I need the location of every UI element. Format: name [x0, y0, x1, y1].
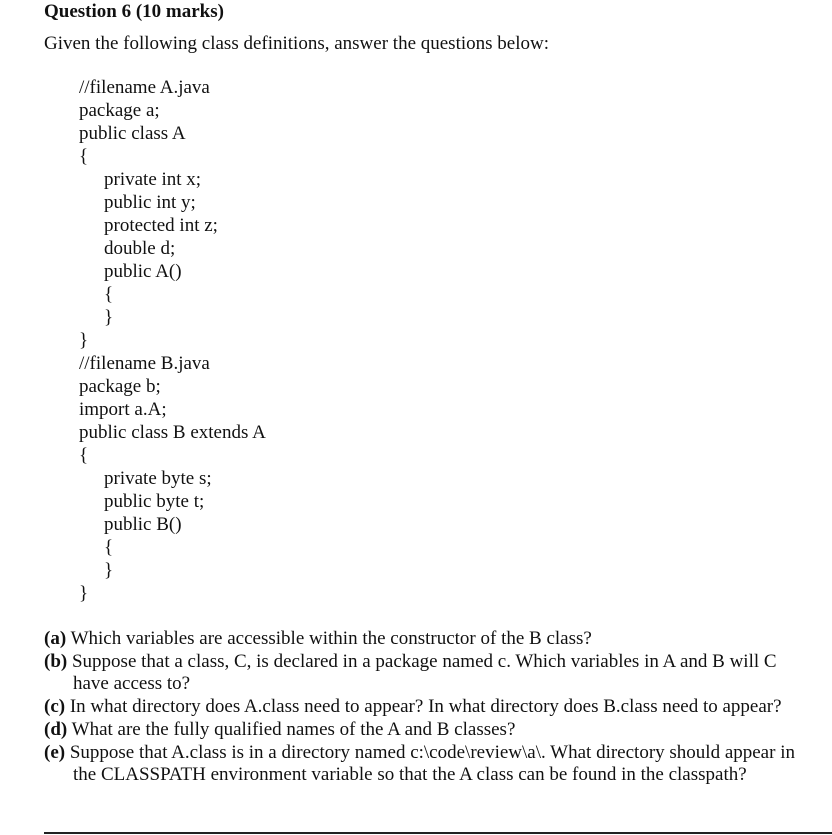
- question-text: Suppose that a class, C, is declared in a package named c. Which variables in A and B will C have access to?: [71, 651, 777, 694]
- question-label: (b): [44, 651, 68, 672]
- question-item-a: [44, 628, 804, 650]
- code-line: import a.A;: [79, 399, 167, 420]
- question-intro: Given the following class definitions, answer the questions below:: [44, 33, 549, 54]
- question-label: (d): [44, 719, 68, 740]
- code-line: public class B extends A: [79, 422, 266, 443]
- code-line: protected int z;: [104, 215, 218, 236]
- code-line: public int y;: [104, 192, 196, 213]
- code-line: //filename A.java: [79, 77, 210, 98]
- question-list: [44, 628, 804, 787]
- question-text: Which variables are accessible within the constructor of the B class?: [70, 628, 592, 649]
- code-line: private int x;: [104, 169, 202, 190]
- question-label: (e): [44, 742, 66, 763]
- question-heading: Question 6 (10 marks): [44, 1, 224, 22]
- question-label: (c): [44, 696, 66, 717]
- code-line: package a;: [79, 100, 160, 121]
- code-line: public A(): [104, 261, 182, 282]
- code-line: package b;: [79, 376, 161, 397]
- question-text: What are the fully qualified names of the A and B classes?: [71, 719, 516, 740]
- question-item-b: [44, 651, 804, 695]
- code-line: public B(): [104, 514, 182, 535]
- code-line: }: [104, 560, 114, 581]
- code-line: //filename B.java: [79, 353, 210, 374]
- question-item-e: [44, 742, 804, 786]
- question-text: Suppose that A.class is in a directory named c:\code\review\a\. What directory should appear in the CLASSPATH environment variable so that the A class can be found in the classpath?: [69, 742, 795, 785]
- code-line: double d;: [104, 238, 176, 259]
- code-line: }: [104, 307, 114, 328]
- code-line: {: [79, 445, 89, 466]
- code-line: }: [79, 330, 89, 351]
- code-line: private byte s;: [104, 468, 212, 489]
- page-divider: [44, 832, 832, 834]
- code-line: {: [79, 146, 89, 167]
- question-item-d: [44, 719, 804, 741]
- question-item-c: [44, 696, 804, 718]
- question-label: (a): [44, 628, 67, 649]
- code-listing: [79, 76, 266, 605]
- code-line: {: [104, 284, 114, 305]
- code-line: {: [104, 537, 114, 558]
- code-line: public byte t;: [104, 491, 205, 512]
- code-line: }: [79, 583, 89, 604]
- code-line: public class A: [79, 123, 186, 144]
- question-text: In what directory does A.class need to appear? In what directory does B.class need to appear?: [69, 696, 782, 717]
